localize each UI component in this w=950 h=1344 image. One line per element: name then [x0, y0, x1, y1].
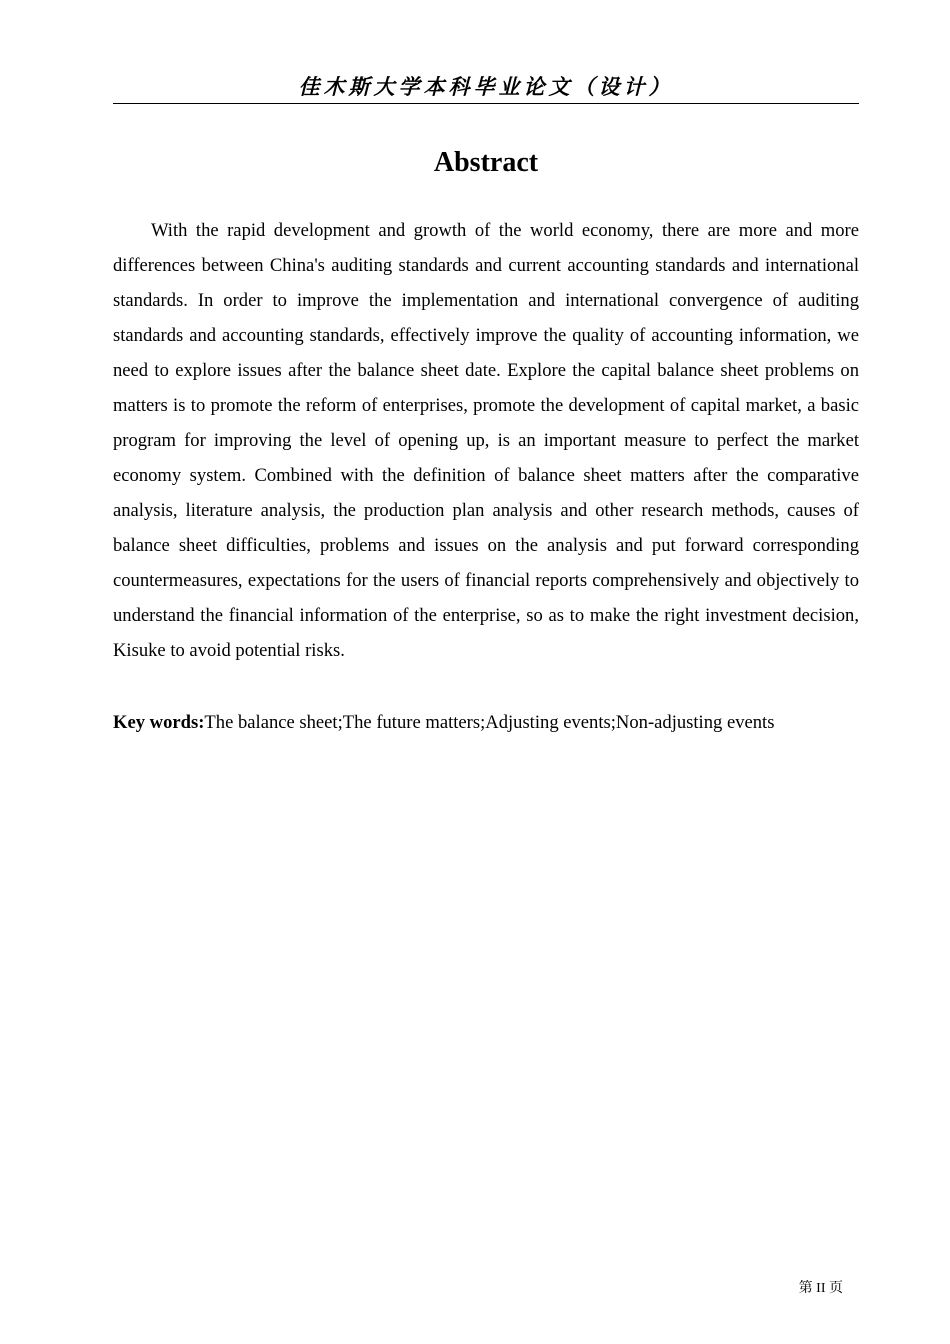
keywords-value: The balance sheet;The future matters;Adjusting events;Non-adjusting events: [204, 712, 775, 733]
keywords-line: [113, 705, 859, 740]
running-header: 佳木斯大学本科毕业论文（设计）: [298, 74, 674, 99]
page-number: 第 II 页: [798, 1281, 843, 1296]
abstract-title: Abstract: [433, 147, 539, 178]
keywords-label: Key words:: [113, 712, 205, 733]
abstract-body: With the rapid development and growth of the world economy, there are more and more differences between China's auditing standards and current accounting standards and international standards. In order to improve the implementation and international convergence of auditing standards and accounting standards, effectively improve the quality of accounting information, we need to explore issues after the balance sheet date. Explore the capital balance sheet problems on matters is to promote the reform of enterprises, promote the development of capital market, a basic program for improving the level of opening up, is an important measure to perfect the market economy system. Combined with the definition of balance sheet matters after the comparative analysis, literature analysis, the production plan analysis and other research methods, causes of balance sheet difficulties, problems and issues on the analysis and put forward corresponding countermeasures, expectations for the users of financial reports comprehensively and objectively to understand the financial information of the enterprise, so as to make the right investment decision, Kisuke to avoid potential risks.: [113, 220, 859, 661]
header-divider: [113, 103, 859, 104]
